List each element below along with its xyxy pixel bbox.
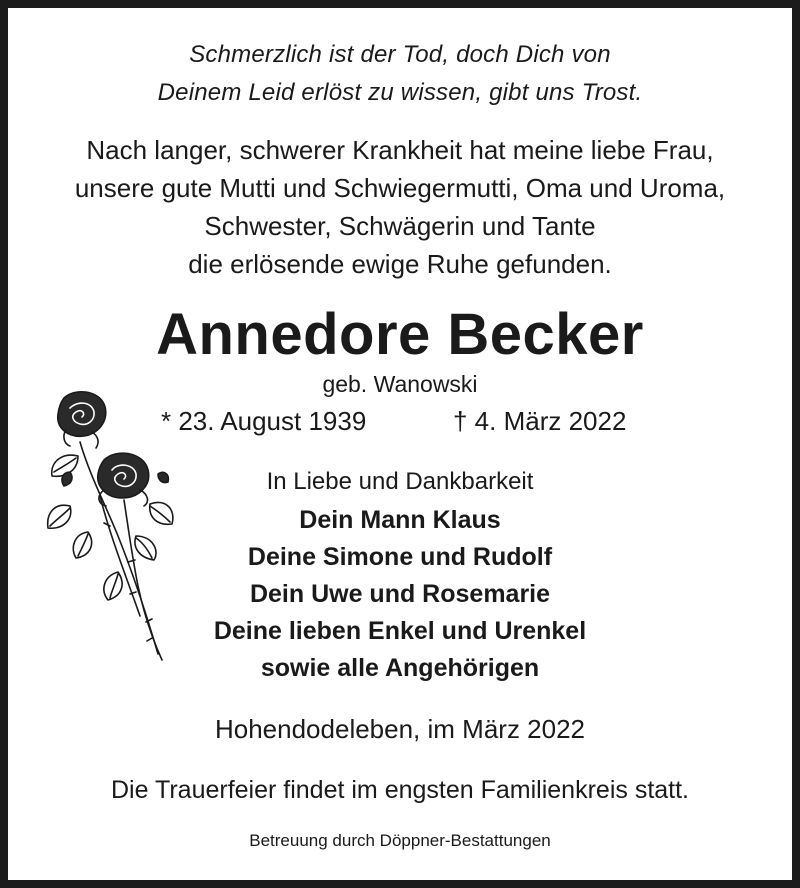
mourner-1: Dein Mann Klaus: [299, 506, 501, 534]
intro-line-4: die erlösende ewige Ruhe gefunden.: [188, 249, 612, 279]
funeral-note: Die Trauerfeier findet im engsten Familienkreis statt.: [110, 776, 689, 804]
place-and-date: Hohendodeleben, im März 2022: [214, 714, 586, 744]
mourner-2: Deine Simone und Rudolf: [247, 543, 553, 571]
mourner-5: sowie alle Angehörigen: [260, 654, 540, 682]
intro-line-2: unsere gute Mutti und Schwiegermutti, Oma und Uroma,: [74, 173, 726, 203]
intro-line-3: Schwester, Schwägerin und Tante: [204, 211, 596, 241]
quote-line-2: Deinem Leid erlöst zu wissen, gibt uns Trost.: [157, 79, 643, 106]
intro-line-1: Nach langer, schwerer Krankheit hat meine liebe Frau,: [86, 135, 714, 165]
quote-line-1: Schmerzlich ist der Tod, doch Dich von: [189, 41, 611, 68]
maiden-name: geb. Wanowski: [322, 371, 478, 397]
mourner-4: Deine lieben Enkel und Urenkel: [213, 617, 587, 645]
death-date: † 4. März 2022: [453, 406, 627, 436]
mourner-3: Dein Uwe und Rosemarie: [249, 580, 551, 608]
mourners-intro: In Liebe und Dankbarkeit: [266, 468, 534, 495]
deceased-name: Annedore Becker: [156, 302, 644, 367]
undertaker-credit: Betreuung durch Döppner-Bestattungen: [249, 831, 551, 850]
birth-date: * 23. August 1939: [161, 406, 367, 436]
